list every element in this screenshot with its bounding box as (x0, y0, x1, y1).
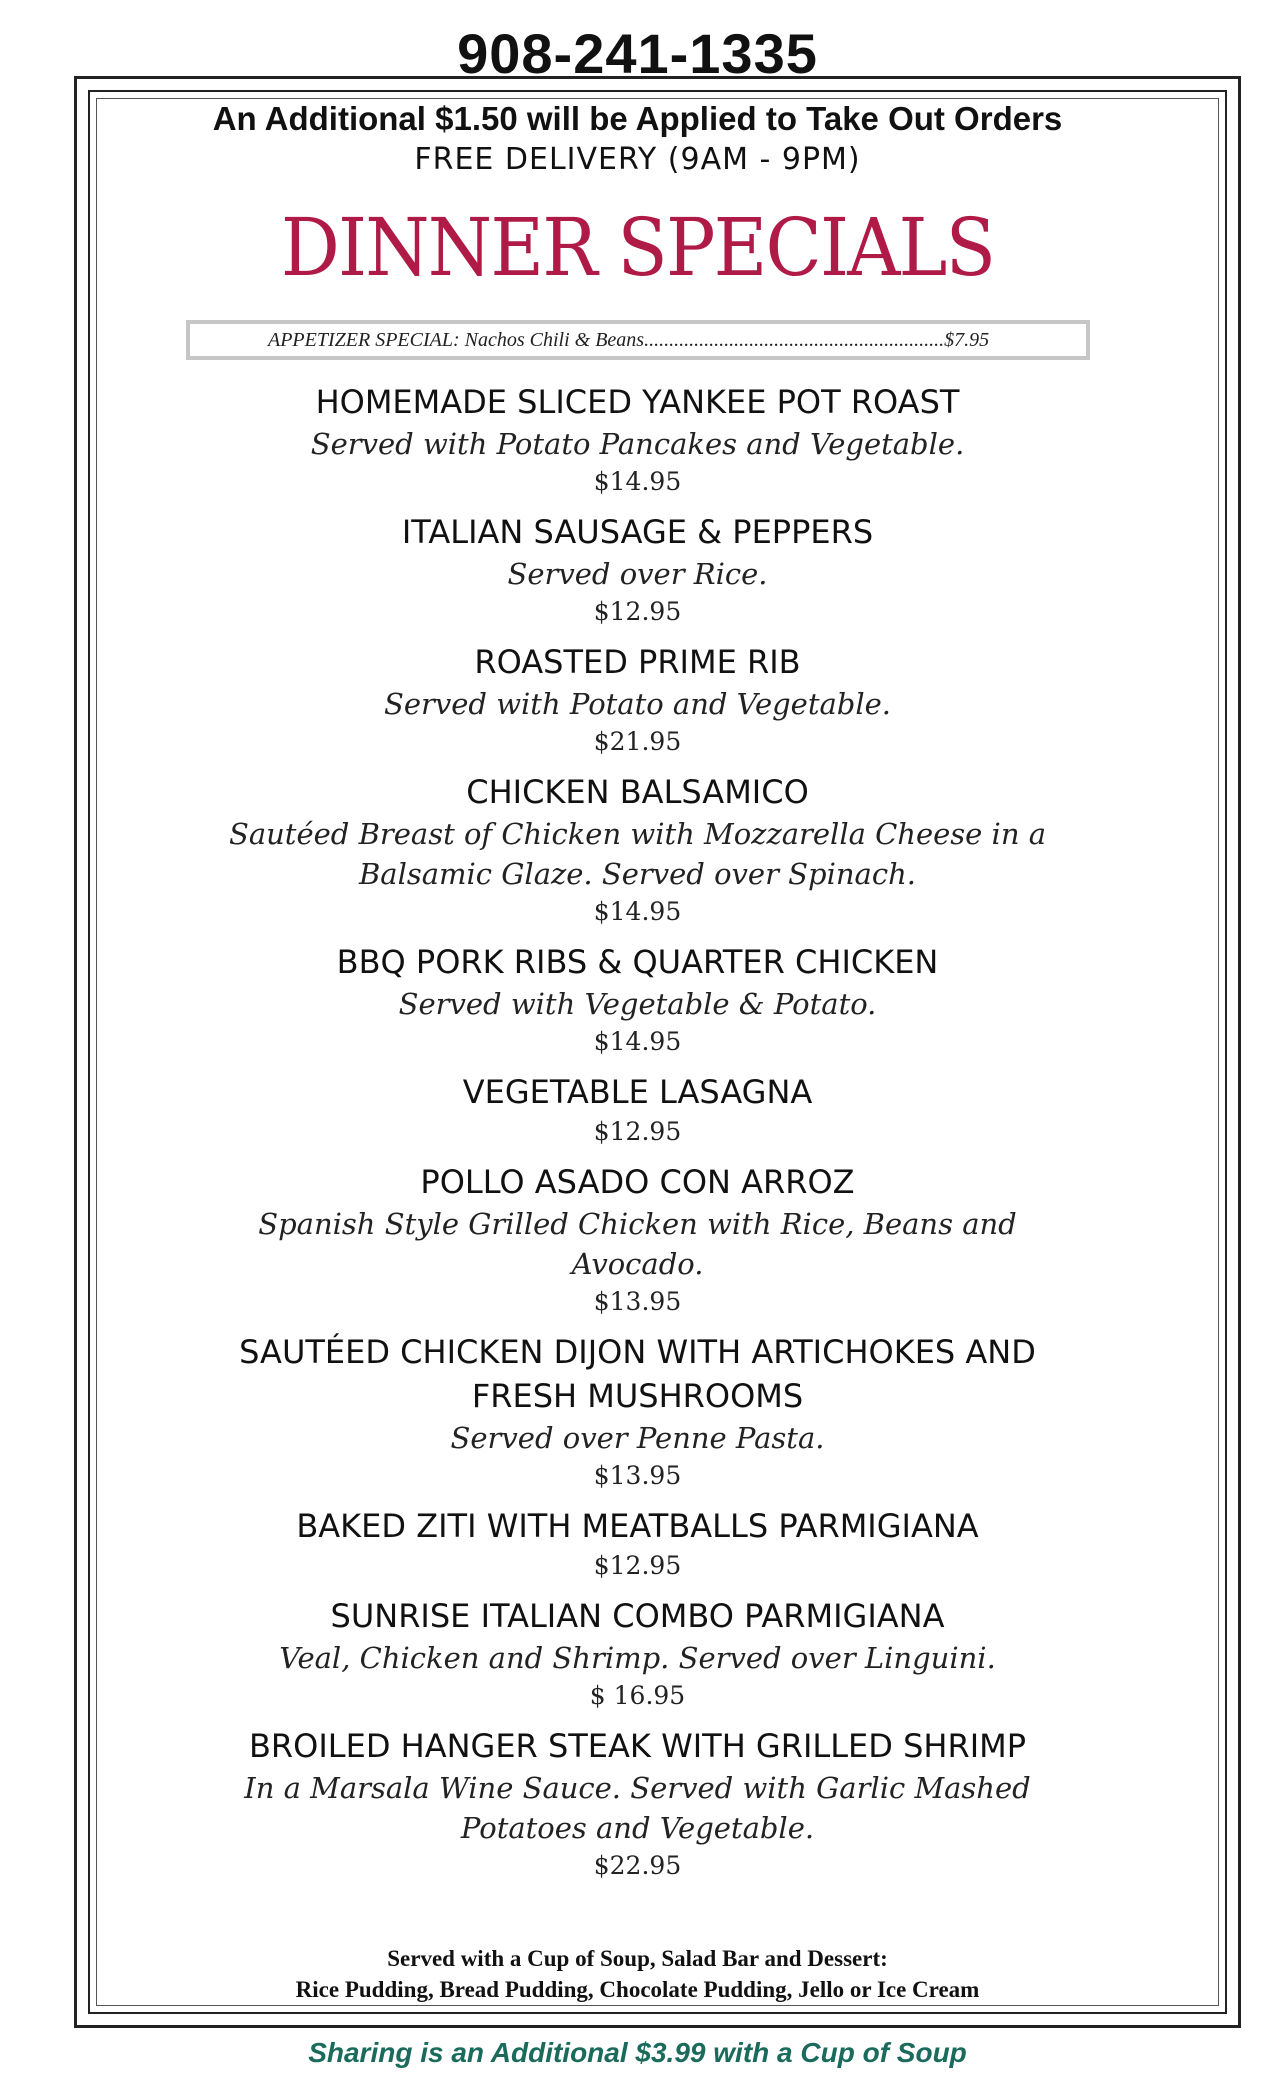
served-with-line-1: Served with a Cup of Soup, Salad Bar and Dessert: (387, 1946, 888, 1971)
item-price: $13.95 (593, 1287, 682, 1316)
item-price: $12.95 (593, 1117, 682, 1146)
item-price: $12.95 (593, 597, 682, 626)
menu-list (190, 380, 1085, 1884)
sharing-notice: Sharing is an Additional $3.99 with a Cup of Soup (308, 2037, 967, 2068)
menu-item (190, 510, 1085, 630)
item-name: HOMEMADE SLICED YANKEE POT ROAST (315, 383, 960, 421)
phone-number: 908-241-1335 (457, 22, 818, 85)
item-name: POLLO ASADO CON ARROZ (420, 1163, 855, 1201)
item-name: SUNRISE ITALIAN COMBO PARMIGIANA (330, 1597, 945, 1635)
menu-item (190, 1330, 1085, 1494)
menu-item (190, 940, 1085, 1060)
item-price: $13.95 (593, 1461, 682, 1490)
menu-item (190, 770, 1085, 930)
item-description: Veal, Chicken and Shrimp. Served over Linguini. (279, 1641, 996, 1675)
menu-item (190, 380, 1085, 500)
item-description: Served over Penne Pasta. (450, 1421, 825, 1455)
menu-item (190, 1070, 1085, 1150)
item-description: Served with Potato and Vegetable. (383, 687, 892, 721)
delivery-notice: FREE DELIVERY (9AM - 9PM) (414, 142, 861, 177)
takeout-notice: An Additional $1.50 will be Applied to Take Out Orders (212, 100, 1063, 137)
item-name: SAUTÉED CHICKEN DIJON WITH ARTICHOKES AND FRESH MUSHROOMS (239, 1333, 1036, 1415)
served-with-line-2: Rice Pudding, Bread Pudding, Chocolate Pudding, Jello or Ice Cream (295, 1977, 980, 2002)
item-name: ITALIAN SAUSAGE & PEPPERS (401, 513, 874, 551)
item-description: Sautéed Breast of Chicken with Mozzarella Cheese in a Balsamic Glaze. Served over Spinach. (228, 817, 1047, 891)
item-price: $21.95 (593, 727, 682, 756)
item-price: $12.95 (593, 1551, 682, 1580)
menu-item (190, 1594, 1085, 1714)
menu-item (190, 1724, 1085, 1884)
item-price: $14.95 (593, 897, 682, 926)
item-name: BROILED HANGER STEAK WITH GRILLED SHRIMP (248, 1727, 1027, 1765)
appetizer-special: APPETIZER SPECIAL: Nachos Chili & Beans............................................................$7.95 (186, 320, 1090, 360)
served-with-note (0, 1943, 1275, 2005)
item-name: ROASTED PRIME RIB (474, 643, 801, 681)
item-price: $14.95 (593, 467, 682, 496)
item-name: BAKED ZITI WITH MEATBALLS PARMIGIANA (296, 1507, 979, 1545)
menu-item (190, 1160, 1085, 1320)
item-price: $14.95 (593, 1027, 682, 1056)
item-description: In a Marsala Wine Sauce. Served with Garlic Mashed Potatoes and Vegetable. (244, 1771, 1031, 1845)
menu-item (190, 640, 1085, 760)
item-description: Served with Vegetable & Potato. (398, 987, 877, 1021)
item-description: Served over Rice. (507, 557, 768, 591)
item-description: Spanish Style Grilled Chicken with Rice, Beans and Avocado. (258, 1207, 1017, 1281)
item-price: $22.95 (593, 1851, 682, 1880)
item-price: $ 16.95 (589, 1681, 686, 1710)
menu-item (190, 1504, 1085, 1584)
item-description: Served with Potato Pancakes and Vegetable. (310, 427, 965, 461)
page-title: DINNER SPECIALS (280, 201, 995, 294)
item-name: BBQ PORK RIBS & QUARTER CHICKEN (336, 943, 939, 981)
item-name: VEGETABLE LASAGNA (462, 1073, 813, 1111)
item-name: CHICKEN BALSAMICO (466, 773, 809, 811)
